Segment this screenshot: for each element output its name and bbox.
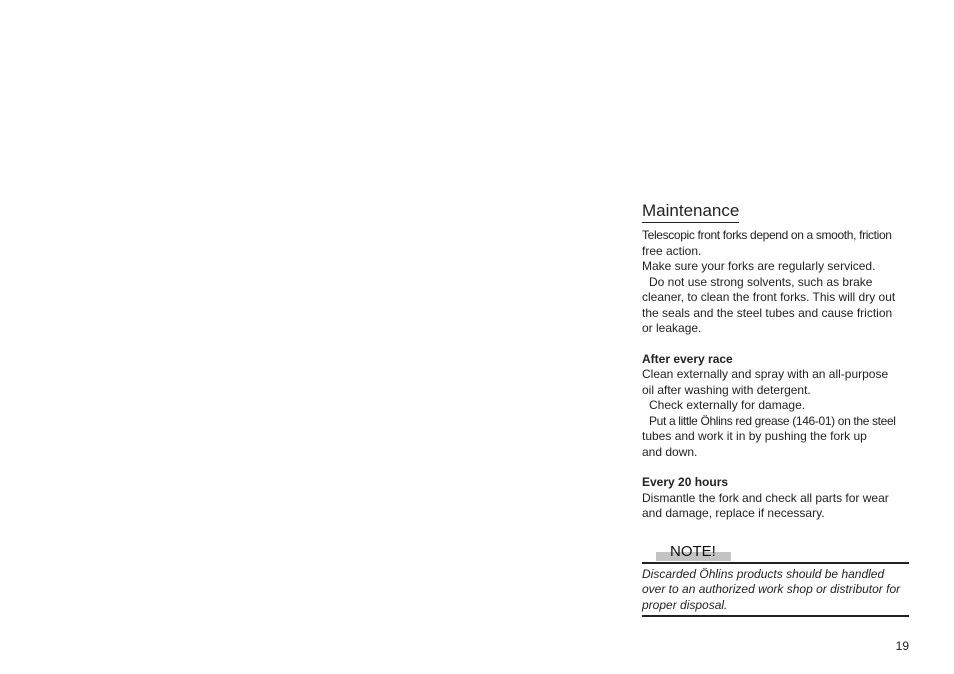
section-title: Maintenance	[642, 200, 739, 223]
twenty-hours-line: and damage, replace if necessary.	[642, 506, 825, 520]
note-line: Discarded Öhlins products should be handled	[642, 566, 885, 581]
after-race-line: Check externally for damage.	[649, 398, 806, 412]
intro-line: Do not use strong solvents, such as brake	[649, 274, 873, 289]
note-line: over to an authorized work shop or distributor for	[642, 582, 901, 596]
after-race-heading: After every race	[642, 351, 733, 366]
intro-line: or leakage.	[642, 321, 702, 335]
twenty-hours-heading: Every 20 hours	[642, 475, 729, 489]
maintenance-section	[642, 200, 909, 617]
after-race-line: Clean externally and spray with an all-purpose	[642, 367, 889, 381]
note-box	[642, 542, 909, 618]
intro-line: free action.	[642, 243, 702, 258]
note-line: proper disposal.	[642, 597, 728, 612]
after-race-line: oil after washing with detergent.	[642, 382, 811, 397]
twenty-hours-line: Dismantle the fork and check all parts for wear	[642, 490, 889, 505]
note-header	[642, 542, 909, 564]
after-race-line: Put a little Öhlins red grease (146-01) on the steel	[649, 413, 896, 428]
intro-line: the seals and the steel tubes and cause friction	[642, 305, 893, 320]
twenty-hours-paragraph	[642, 491, 909, 522]
after-race-line: and down.	[642, 444, 698, 459]
page-number: 19	[895, 639, 909, 653]
note-label: NOTE!	[670, 542, 716, 560]
intro-line: cleaner, to clean the front forks. This will dry out	[642, 290, 896, 304]
after-race-paragraph	[642, 367, 909, 460]
intro-line: Telescopic front forks depend on a smooth, friction	[642, 228, 892, 242]
intro-line: Make sure your forks are regularly serviced.	[642, 259, 876, 273]
after-race-line: tubes and work it in by pushing the fork up	[642, 429, 867, 443]
note-text	[642, 564, 909, 618]
intro-paragraph	[642, 228, 909, 337]
